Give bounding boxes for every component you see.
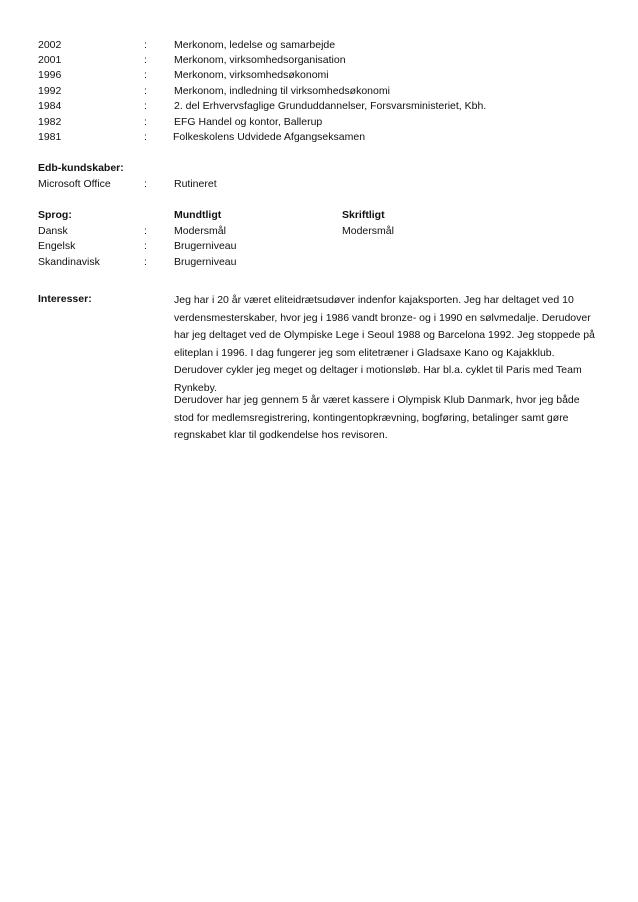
separator: :	[144, 100, 147, 112]
separator: :	[144, 240, 147, 252]
education-text: EFG Handel og kontor, Ballerup	[174, 116, 323, 128]
education-year: 1992	[38, 85, 62, 97]
separator: :	[144, 225, 147, 237]
edb-item: Microsoft Office	[38, 178, 111, 190]
education-year: 1981	[38, 131, 62, 143]
interests-text: Derudover har jeg gennem 5 år været kassere i Olympisk Klub Danmark, hvor jeg både stod for medlemsregistrering, kontingentopkrævning, bogføring, betalinger samt gøre regnskabet klar til godkendelse hos revisoren.	[174, 394, 580, 442]
education-text: Folkeskolens Udvidede Afgangseksamen	[173, 131, 366, 143]
language-name: Skandinavisk	[38, 256, 100, 268]
written-level: Modersmål	[342, 225, 394, 237]
education-year: 2001	[38, 54, 62, 66]
interests-text: Jeg har i 20 år været eliteidrætsudøver indenfor kajaksporten. Jeg har deltaget ved 10 verdensmesterskaber, hvor jeg i 1986 vandt bronze- og i 1990 en sølvmedalje. Derudover har jeg deltaget ved de Olympiske Lege i Seoul 1988 og Barcelona 1992. Jeg stoppede på eliteplan i 1996. I dag fungerer jeg som elitetræner i Gladsaxe Kano og Kajakklub. Derudover cykler jeg meget og deltager i motionsløb. Har bl.a. cyklet til Paris med Team Rynkeby.	[174, 294, 595, 394]
separator: :	[144, 39, 147, 51]
education-year: 2002	[38, 39, 62, 51]
separator: :	[144, 69, 147, 81]
education-year: 1982	[38, 116, 62, 128]
oral-column-heading: Mundtligt	[174, 209, 222, 221]
education-year: 1996	[38, 69, 62, 81]
education-text: Merkonom, virksomhedsorganisation	[174, 54, 346, 66]
oral-level: Modersmål	[174, 225, 226, 237]
language-heading: Sprog:	[38, 209, 72, 221]
separator: :	[144, 116, 147, 128]
separator: :	[144, 178, 147, 190]
language-name: Dansk	[38, 225, 68, 237]
oral-level: Brugerniveau	[174, 256, 237, 268]
interests-paragraph	[174, 292, 598, 398]
education-text: 2. del Erhvervsfaglige Grunduddannelser, Forsvarsministeriet, Kbh.	[174, 100, 487, 112]
separator: :	[144, 54, 147, 66]
separator: :	[144, 131, 147, 143]
education-text: Merkonom, indledning til virksomhedsøkonomi	[174, 85, 390, 97]
education-text: Merkonom, virksomhedsøkonomi	[174, 69, 329, 81]
edb-level: Rutineret	[174, 178, 217, 190]
language-name: Engelsk	[38, 240, 76, 252]
edb-heading: Edb-kundskaber:	[38, 162, 124, 174]
education-text: Merkonom, ledelse og samarbejde	[174, 39, 336, 51]
interests-paragraph	[174, 392, 598, 445]
interests-heading: Interesser:	[38, 293, 92, 305]
separator: :	[144, 85, 147, 97]
separator: :	[144, 256, 147, 268]
written-column-heading: Skriftligt	[342, 209, 385, 221]
oral-level: Brugerniveau	[174, 240, 237, 252]
education-year: 1984	[38, 100, 62, 112]
